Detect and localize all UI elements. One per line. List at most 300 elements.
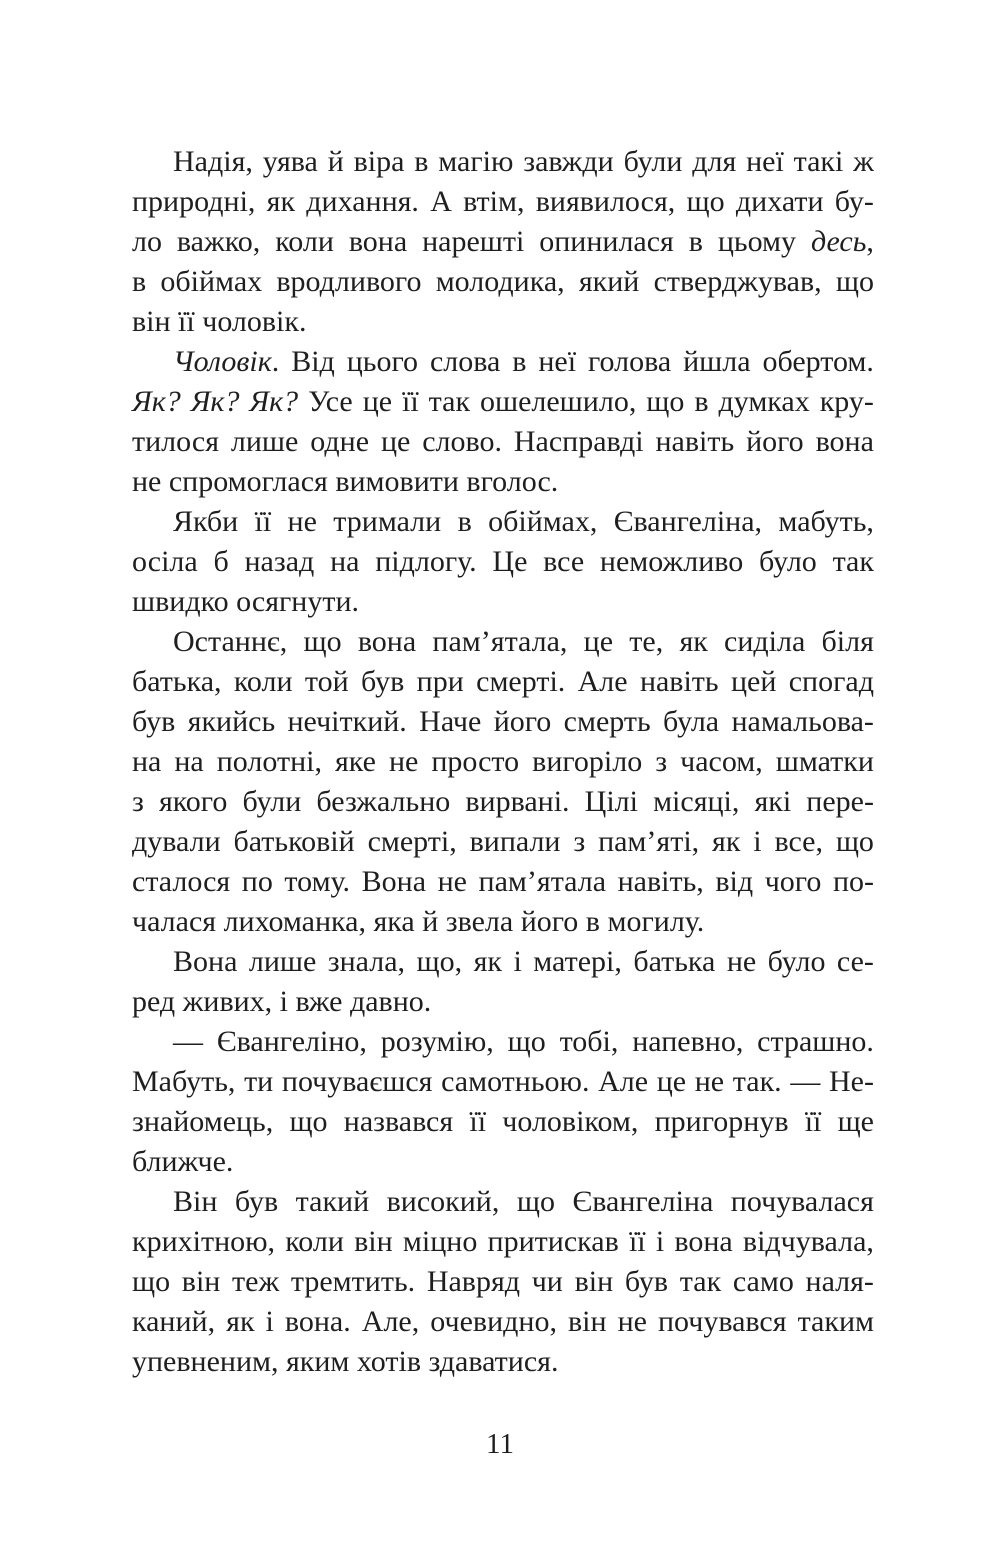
word-token <box>244 542 314 582</box>
text-line <box>132 822 874 862</box>
text-run: не <box>287 505 317 538</box>
text-run: що <box>835 825 874 858</box>
text-run: і <box>753 825 762 858</box>
word-token <box>244 1062 273 1102</box>
text-run: навіть, <box>617 865 704 898</box>
text-run: тобі, <box>559 1025 619 1058</box>
text-run: батьковій <box>233 825 355 858</box>
text-run: думках <box>718 385 810 418</box>
text-run: з <box>655 745 668 778</box>
text-run: не <box>617 1305 647 1338</box>
word-token <box>731 702 873 742</box>
text-run: — <box>173 1025 203 1058</box>
text-run: його <box>493 705 552 738</box>
text-run: ошелешило, <box>479 385 637 418</box>
text-run: йшла <box>683 345 751 378</box>
word-token <box>731 662 776 702</box>
text-run: вона. <box>284 1305 351 1338</box>
text-run: чи <box>531 1265 563 1298</box>
word-token <box>679 622 707 662</box>
text-run: що <box>646 385 685 418</box>
text-run: так <box>832 545 874 578</box>
text-run: тому. <box>284 865 351 898</box>
text-line <box>132 862 874 902</box>
text-run: дихання. <box>306 185 419 218</box>
text-line <box>132 542 874 582</box>
text-run: магію <box>438 145 514 178</box>
word-token <box>275 222 334 262</box>
word-token <box>768 942 826 982</box>
paragraph <box>132 942 874 1022</box>
text-run: Євангеліно, <box>216 1025 367 1058</box>
text-run: смерті, <box>367 825 457 858</box>
text-run: що <box>289 1105 328 1138</box>
text-run: виявилося, <box>535 185 676 218</box>
text-run: обертом. <box>762 345 874 378</box>
text-line <box>132 342 874 382</box>
word-token <box>402 382 419 422</box>
text-run: те, <box>629 625 664 658</box>
word-token <box>306 182 419 222</box>
word-token <box>598 822 699 862</box>
paragraph <box>132 1022 874 1182</box>
text-run: упевненим, яким хотів здаватися. <box>132 1345 559 1378</box>
word-token <box>191 382 240 422</box>
word-token <box>798 1302 874 1342</box>
word-token <box>512 342 526 382</box>
text-run: як <box>712 825 741 858</box>
text-run: природні, <box>132 185 256 218</box>
text-run: знала, <box>327 945 406 978</box>
text-run: Він <box>173 1185 218 1218</box>
word-token <box>354 1222 393 1262</box>
text-run: ж <box>853 145 874 178</box>
word-token <box>188 702 275 742</box>
word-token <box>465 782 569 822</box>
text-run: якого <box>158 785 228 818</box>
text-run: це <box>583 625 614 658</box>
text-run: це <box>362 385 393 418</box>
word-token <box>242 782 301 822</box>
text-run: Євангеліна, <box>613 505 763 538</box>
text-run: очевидно, <box>430 1305 557 1338</box>
text-run: віра <box>353 145 405 178</box>
text-run: що <box>516 1185 555 1218</box>
word-token <box>308 382 353 422</box>
word-token <box>715 862 753 902</box>
text-run: він <box>354 1225 393 1258</box>
word-token <box>836 262 874 302</box>
text-run: бу- <box>834 185 874 218</box>
word-token <box>432 622 567 662</box>
text-run: і <box>265 1305 274 1338</box>
word-token <box>618 862 704 902</box>
word-token <box>173 1022 203 1062</box>
text-run: батька, <box>132 665 222 698</box>
word-token <box>470 822 561 862</box>
text-run: лише <box>248 945 317 978</box>
text-run: відчувала, <box>742 1225 874 1258</box>
text-run: були <box>623 145 683 178</box>
text-run: назвався <box>343 1105 454 1138</box>
word-token <box>173 502 238 542</box>
word-token <box>132 422 219 462</box>
text-line <box>132 1062 874 1102</box>
text-run: він <box>567 1305 607 1338</box>
text-run: кру- <box>819 385 874 418</box>
text-run: для <box>692 145 737 178</box>
text-run: уява <box>262 145 318 178</box>
text-run: вродливого <box>276 265 422 298</box>
text-line <box>132 462 874 502</box>
text-run: Євангеліна <box>572 1185 714 1218</box>
text-run: було <box>759 545 817 578</box>
word-token <box>514 422 644 462</box>
text-run: вона <box>674 1225 733 1258</box>
word-token <box>731 1182 874 1222</box>
word-token <box>833 862 874 902</box>
word-token <box>588 342 671 382</box>
word-token <box>736 182 824 222</box>
text-run: швидко осягнути. <box>132 585 360 618</box>
word-token <box>217 742 322 782</box>
text-run: його <box>746 425 804 458</box>
text-run: яке <box>334 745 376 778</box>
text-line <box>132 1342 874 1382</box>
text-run: що <box>835 265 874 298</box>
text-run: втім, <box>463 185 525 218</box>
text-run: Але <box>577 665 628 698</box>
text-run: полотні, <box>216 745 322 778</box>
word-token <box>835 182 874 222</box>
text-run: так. <box>732 1065 782 1098</box>
paragraph <box>132 1182 874 1382</box>
word-token <box>488 1222 619 1262</box>
text-run: такий <box>295 1185 370 1218</box>
word-token <box>658 1302 787 1342</box>
italic-run: Як? <box>249 385 299 418</box>
word-token <box>349 222 407 262</box>
text-run: Усе <box>308 385 353 418</box>
text-run: неможливо <box>599 545 744 578</box>
text-run: що, <box>416 945 463 978</box>
word-token <box>335 742 376 782</box>
text-run: не <box>388 745 419 778</box>
text-run: не спромоглася вимовити вголос. <box>132 465 559 498</box>
text-run: безжально <box>316 785 451 818</box>
word-token <box>285 1302 351 1342</box>
text-run: був <box>361 665 405 698</box>
text-run: Вона <box>173 945 238 978</box>
word-token <box>598 1062 648 1102</box>
text-run: Але <box>598 1065 649 1098</box>
text-run: часом, <box>680 745 763 778</box>
word-token <box>249 942 316 982</box>
word-token <box>266 1302 274 1342</box>
text-run: чого <box>764 865 822 898</box>
word-token <box>310 422 369 462</box>
text-run: і <box>655 1225 665 1258</box>
text-line <box>132 782 874 822</box>
text-run: не <box>726 945 757 978</box>
word-token <box>727 942 756 982</box>
text-run: так <box>428 385 471 418</box>
word-token <box>132 542 198 582</box>
word-token <box>837 942 874 982</box>
text-run: голова <box>587 345 672 378</box>
word-token <box>430 342 500 382</box>
word-token <box>173 622 287 662</box>
text-run: матері, <box>533 945 622 978</box>
word-token <box>629 1222 646 1262</box>
text-run: тилося <box>132 425 219 458</box>
word-token <box>132 702 175 742</box>
word-token <box>632 1022 743 1062</box>
text-run: навіть <box>639 665 719 698</box>
word-token <box>417 942 463 982</box>
word-token <box>287 702 406 742</box>
word-token <box>568 1302 607 1342</box>
text-run: коли <box>275 225 334 258</box>
word-token <box>564 702 651 742</box>
text-run: чоловіком, <box>502 1105 639 1138</box>
text-run: якийсь <box>187 705 276 738</box>
text-run: Навряд <box>426 1265 521 1298</box>
text-run: Якби <box>173 505 239 538</box>
word-token <box>288 502 317 542</box>
word-token <box>653 782 739 822</box>
text-run: б <box>213 545 229 578</box>
text-run: її <box>402 385 419 418</box>
text-line <box>132 1262 874 1302</box>
text-run: він <box>574 1265 614 1298</box>
italic-run: Як? <box>132 385 181 418</box>
text-run: пам’ятала, <box>432 625 568 658</box>
text-run: А <box>430 185 452 218</box>
text-run: опинилася <box>539 225 674 258</box>
word-token <box>584 622 613 662</box>
text-run: неї <box>746 145 784 178</box>
text-line <box>132 262 874 302</box>
text-run: цьому <box>717 225 797 258</box>
word-token <box>733 1262 794 1302</box>
text-run: в <box>457 505 472 538</box>
word-token <box>463 182 524 222</box>
word-token <box>132 1262 170 1302</box>
text-line <box>132 1302 874 1342</box>
word-token <box>753 822 761 862</box>
word-token <box>640 662 719 702</box>
text-run: місяці, <box>653 785 740 818</box>
text-run: випали <box>469 825 561 858</box>
text-run: він <box>181 1265 221 1298</box>
text-run: і <box>513 945 522 978</box>
text-run: притискав <box>487 1225 619 1258</box>
text-run: спогад <box>788 665 874 698</box>
text-run: навіть <box>655 425 735 458</box>
text-line <box>132 1222 874 1262</box>
word-token <box>655 1102 789 1142</box>
word-token <box>695 1062 724 1102</box>
text-run: він її чоловік. <box>132 305 307 338</box>
word-token <box>296 1182 369 1222</box>
word-token <box>624 142 683 182</box>
text-run: вигоріло <box>532 745 643 778</box>
text-run: крихітною, <box>132 1225 276 1258</box>
word-token <box>132 382 181 422</box>
text-run: сиділа <box>724 625 806 658</box>
page-number: 11 <box>486 1428 514 1460</box>
word-token <box>776 742 874 782</box>
text-run: батька <box>633 945 716 978</box>
text-run: в <box>688 225 703 258</box>
text-run: не <box>694 1065 725 1098</box>
text-line <box>132 662 874 702</box>
word-token <box>291 342 335 382</box>
text-run: нечіткий. <box>287 705 407 738</box>
word-token <box>363 382 392 422</box>
text-run: Наче <box>419 705 482 738</box>
text-run: з <box>573 825 586 858</box>
word-token <box>762 342 873 382</box>
text-run: . <box>271 345 280 378</box>
word-token <box>853 142 874 182</box>
text-run: як <box>226 1305 255 1338</box>
word-token <box>173 1182 217 1222</box>
word-token <box>790 1062 820 1102</box>
word-token <box>494 702 552 742</box>
word-token <box>757 1022 874 1062</box>
word-token <box>733 1062 782 1102</box>
word-token <box>381 1022 494 1062</box>
text-run: її <box>254 505 272 538</box>
word-token <box>746 142 784 182</box>
word-token <box>132 262 146 302</box>
word-token <box>330 542 359 582</box>
word-token <box>441 1062 589 1102</box>
word-token <box>387 1182 500 1222</box>
text-run: просто <box>431 745 520 778</box>
word-token <box>743 1222 874 1262</box>
italic-run: Як? <box>190 385 240 418</box>
text-line <box>132 302 874 342</box>
text-run: нарешті <box>422 225 525 258</box>
word-token <box>585 782 638 822</box>
text-run: такі <box>793 145 844 178</box>
word-token <box>633 942 715 982</box>
text-run: стверджував, <box>653 265 822 298</box>
text-run: цей <box>730 665 777 698</box>
text-run: неї <box>538 345 577 378</box>
word-token <box>822 622 874 662</box>
word-token <box>838 1102 874 1142</box>
text-run: Насправді <box>513 425 644 458</box>
word-token <box>806 1262 874 1302</box>
word-token <box>305 662 349 702</box>
text-run: високий, <box>386 1185 500 1218</box>
text-run: само <box>732 1265 794 1298</box>
text-run: який <box>578 265 640 298</box>
word-token <box>629 622 663 662</box>
word-token <box>479 862 607 902</box>
text-line <box>132 142 874 182</box>
word-token <box>532 742 642 782</box>
word-token <box>368 822 457 862</box>
word-token <box>375 542 476 582</box>
text-run: Вона <box>361 865 427 898</box>
word-token <box>132 742 161 782</box>
word-token <box>816 422 874 462</box>
text-run: дували <box>132 825 221 858</box>
word-token <box>242 862 273 902</box>
text-run: коли <box>285 1225 344 1258</box>
text-run: Від <box>291 345 335 378</box>
word-token <box>480 382 636 422</box>
text-run: що <box>507 1025 546 1058</box>
text-block <box>132 142 874 1382</box>
text-run: важко, <box>176 225 261 258</box>
word-token <box>560 1022 619 1062</box>
text-run: це <box>656 1065 687 1098</box>
text-run: Надія, <box>173 145 253 178</box>
text-run: міцно <box>402 1225 478 1258</box>
word-token <box>174 742 203 782</box>
word-token <box>689 222 703 262</box>
word-token <box>431 742 519 782</box>
text-run: вона <box>357 625 417 658</box>
word-token <box>354 142 405 182</box>
text-run: наля- <box>805 1265 874 1298</box>
word-token <box>833 542 874 582</box>
word-token <box>217 1022 367 1062</box>
text-run: які <box>754 785 792 818</box>
word-token <box>508 1022 546 1062</box>
word-token <box>132 822 221 862</box>
text-run: були <box>242 785 302 818</box>
word-token <box>226 1302 254 1342</box>
word-token <box>600 542 743 582</box>
word-token <box>173 942 237 982</box>
text-line <box>132 1102 874 1142</box>
text-run: осіла <box>132 545 198 578</box>
word-token <box>836 822 874 862</box>
word-token <box>538 342 576 382</box>
word-token <box>389 742 418 782</box>
word-token <box>304 622 342 662</box>
word-token <box>539 222 674 262</box>
text-run: теж <box>232 1265 280 1298</box>
text-run: був <box>132 705 176 738</box>
word-token <box>213 542 228 582</box>
text-run: підлогу. <box>375 545 477 578</box>
word-token <box>654 262 822 302</box>
word-token <box>173 342 279 382</box>
word-token <box>132 1302 215 1342</box>
paragraph <box>132 142 874 342</box>
text-run: сталося <box>132 865 231 898</box>
text-run: напевно, <box>632 1025 744 1058</box>
text-run: самотньою. <box>441 1065 590 1098</box>
word-token <box>422 422 502 462</box>
word-token <box>572 1182 713 1222</box>
text-run: в <box>694 385 709 418</box>
text-run: каний, <box>132 1305 216 1338</box>
word-token <box>132 862 230 902</box>
text-run: був <box>624 1265 669 1298</box>
word-token <box>543 542 584 582</box>
text-run: Цілі <box>584 785 638 818</box>
word-token <box>289 1102 327 1142</box>
